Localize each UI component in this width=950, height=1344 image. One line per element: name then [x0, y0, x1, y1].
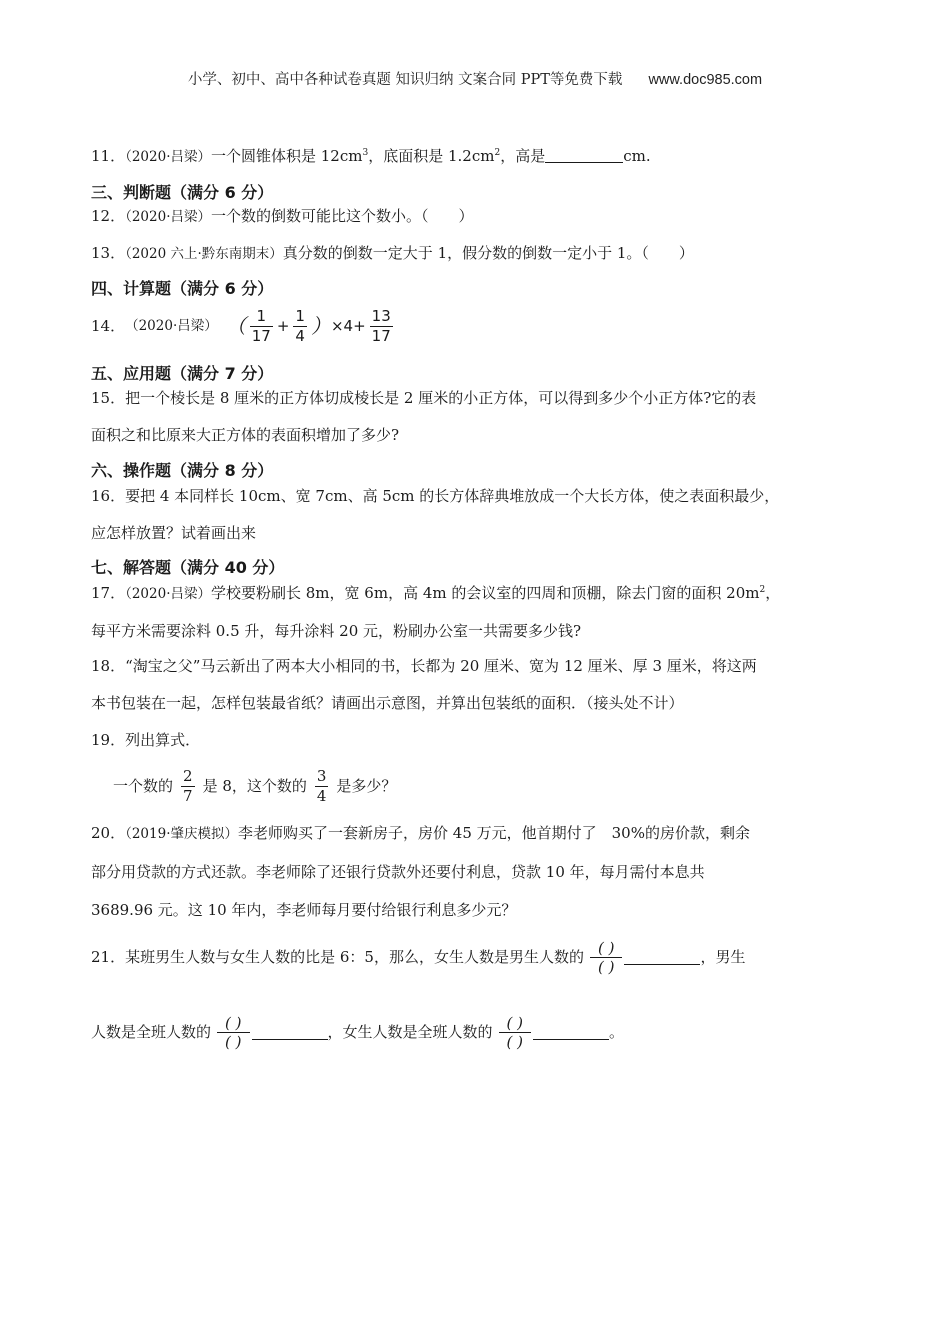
- fraction: $\frac{2}{7}$: [183, 766, 193, 805]
- fraction: $\frac{1}{4}$: [295, 306, 305, 345]
- question-17-line-2: 每平方米需要涂料 0.5 升，每升涂料 20 元，粉刷办公室一共需要多少钱?: [91, 622, 582, 640]
- page-header: [0, 68, 950, 89]
- question-20-line-2: 部分用贷款的方式还款。李老师除了还银行贷款外还要付利息，贷款 10 年，每月需付本息共: [91, 863, 705, 881]
- empty-fraction[interactable]: $\frac{( )}{( )}$: [499, 1014, 531, 1051]
- section-5-heading: 五、应用题（满分 7 分）: [91, 364, 274, 383]
- question-16-line-2: 应怎样放置？试着画出来: [91, 524, 257, 542]
- header-text: 小学、初中、高中各种试卷真题 知识归纳 文案合同 PPT等免费下载: [187, 72, 623, 88]
- question-21-line-2: 人数是全班人数的 $\frac{( )}{( )}$ ，女生人数是全班人数的 $\frac{( )}{( )}$ 。: [91, 1013, 625, 1051]
- section-4-heading: 四、计算题（满分 6 分）: [91, 279, 274, 298]
- question-12: 12．（2020·吕梁）一个数的倒数可能比这个数小。（ ）: [91, 207, 474, 225]
- answer-blank[interactable]: [252, 1025, 328, 1040]
- question-16-line-1: 16．要把 4 本同样长 10cm、宽 7cm、高 5cm 的长方体辞典堆放成一个大长方体，使之表面积最少，: [91, 487, 780, 505]
- question-15-line-2: 面积之和比原来大正方体的表面积增加了多少?: [91, 426, 400, 444]
- question-20-line-1: 20．（2019·肇庆模拟）李老师购买了一套新房子，房价 45 万元，他首期付了 30%的房价款，剩余: [91, 824, 750, 842]
- section-3-heading: 三、判断题（满分 6 分）: [91, 183, 274, 202]
- question-17-line-1: 17．（2020·吕梁）学校要粉刷长 8m，宽 6m，高 4m 的会议室的四周和顶棚，除去门窗的面积 $20m^2$，: [91, 584, 781, 602]
- question-21-line-1: 21．某班男生人数与女生人数的比是 6：5，那么，女生人数是男生人数的 $\frac{( )}{( )}$ ，男生: [91, 938, 746, 976]
- answer-blank[interactable]: [624, 950, 700, 965]
- empty-fraction[interactable]: $\frac{( )}{( )}$: [217, 1014, 249, 1051]
- fraction: $\frac{1}{17}$: [251, 306, 271, 345]
- header-site-link[interactable]: www.doc985.com: [648, 72, 763, 88]
- question-19-expression: 一个数的 $\frac{2}{7}$ 是 8，这个数的 $\frac{3}{4}$ 是多少？: [113, 766, 397, 805]
- section-7-heading: 七、解答题（满分 40 分）: [91, 558, 285, 577]
- question-20-line-3: 3689.96 元。这 10 年内，李老师每月要付给银行利息多少元？: [91, 901, 517, 919]
- question-13: 13．（2020 六上·黔东南期末）真分数的倒数一定大于 1，假分数的倒数一定小于 1。（ ）: [91, 244, 694, 262]
- empty-fraction[interactable]: $\frac{( )}{( )}$: [590, 939, 622, 976]
- question-19-line-1: 19．列出算式．: [91, 731, 201, 749]
- fraction: $\frac{3}{4}$: [316, 766, 327, 805]
- question-14: 14． （2020·吕梁） （ $\frac{1}{17}$ + $\frac{1}{4}$ ） ×4+ $\frac{13}{17}$: [91, 306, 391, 345]
- question-11: 11．（2020·吕梁）一个圆锥体积是 $12cm^3$，底面积是 $1.2cm^2$，高是 cm.: [91, 147, 651, 165]
- question-15-line-1: 15．把一个棱长是 8 厘米的正方体切成棱长是 2 厘米的小正方体，可以得到多少个小正方体?它的表: [91, 389, 757, 407]
- question-18-line-1: 18．“淘宝之父”马云新出了两本大小相同的书，长都为 20 厘米、宽为 12 厘米、厚 3 厘米，将这两: [91, 657, 757, 675]
- question-18-line-2: 本书包装在一起，怎样包装最省纸？请画出示意图，并算出包装纸的面积．（接头处不计）: [91, 694, 684, 712]
- answer-blank[interactable]: [545, 148, 623, 163]
- fraction: $\frac{13}{17}$: [371, 306, 391, 345]
- answer-blank[interactable]: [533, 1025, 609, 1040]
- section-6-heading: 六、操作题（满分 8 分）: [91, 461, 274, 480]
